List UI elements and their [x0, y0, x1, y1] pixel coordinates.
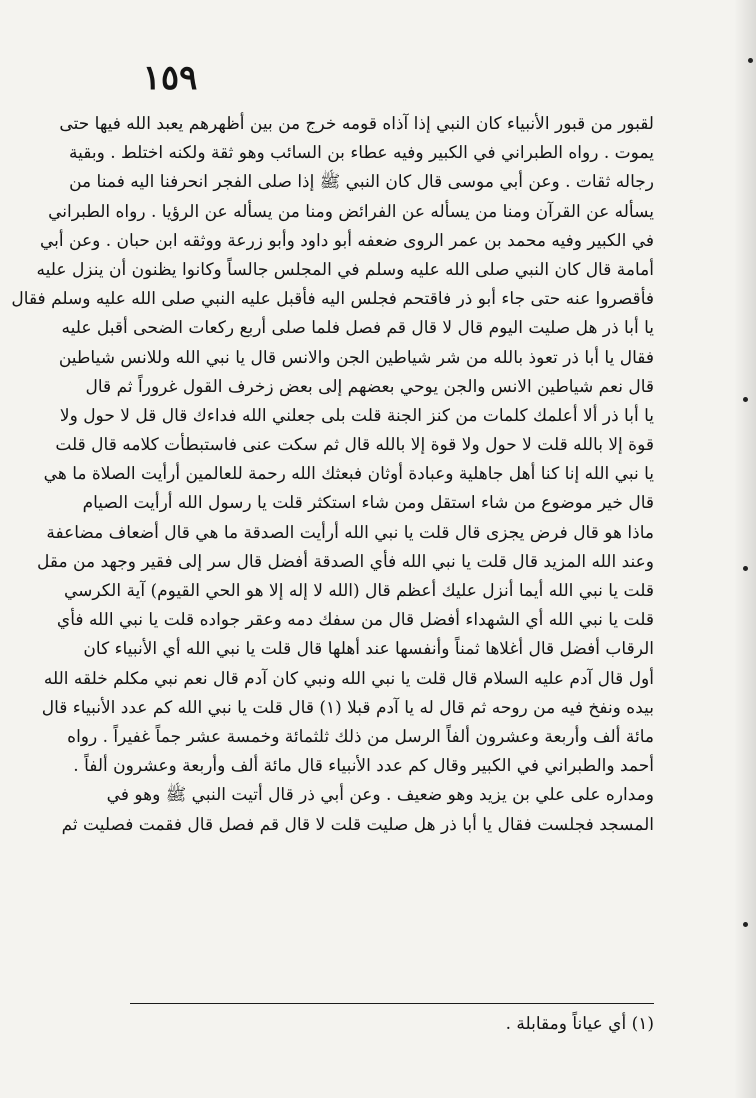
- text-line: ماذا هو قال فرض يجزى قال قلت يا نبي الله أرأيت الصدقة ما هي قال أضعاف مضاعفة: [46, 522, 654, 543]
- text-line: قال نعم شياطين الانس والجن يوحي بعضهم إلى بعض زخرف القول غروراً ثم قال: [85, 376, 654, 397]
- text-line: في الكبير وفيه محمد بن عمر الروى ضعفه أبو داود وأبو زرعة ووثقه ابن حبان . وعن أبي: [40, 230, 654, 251]
- text-line: أول قال آدم عليه السلام قال قلت يا نبي الله ونبي كان آدم قال نعم نبي مكلم خلقه الله: [43, 668, 654, 689]
- page-edge-shadow: [734, 0, 756, 1098]
- body-text: [11, 110, 654, 840]
- text-line: وعند الله المزيد قال قلت يا نبي الله فأي الصدقة أفضل قال سر إلى فقير وجهد من مقل: [37, 551, 654, 572]
- text-line: قلت يا نبي الله أيما أنزل عليك أعظم قال (الله لا إله إلا هو الحي القيوم) آية الكرسي: [64, 581, 654, 601]
- text-line: يا نبي الله إنا كنا أهل جاهلية وعبادة أوثان فبعثك الله رحمة للعالمين أرأيت الصلاة ما هي: [43, 464, 654, 485]
- text-line: الرقاب أفضل قال أغلاها ثمناً وأنفسها عند أهلها قال قلت يا نبي الله أي الأنبياء كان: [83, 639, 654, 660]
- text-line: قوة إلا بالله قلت لا حول ولا قوة إلا بالله قال ثم سكت عنى فاستبطأت كلامه قال قلت: [55, 435, 654, 456]
- text-line: رجاله ثقات . وعن أبي موسى قال كان النبي ﷺ إذا صلى الفجر انحرفنا اليه فمنا من: [69, 172, 654, 193]
- text-line: أحمد والطبراني في الكبير وقال كم عدد الأنبياء قال مائة ألف وأربعة وعشرون ألفاً .: [73, 756, 654, 777]
- text-line: لقبور من قبور الأنبياء كان النبي إذا آذاه قومه خرج من بين أظهرهم يعبد الله فيها حتى: [59, 114, 654, 134]
- page-number: ١٥٩: [142, 58, 198, 98]
- binding-hole-mark: [743, 566, 748, 571]
- binding-hole-mark: [748, 58, 753, 63]
- text-line: المسجد فجلست فقال يا أبا ذر هل صليت قلت لا قال قم فصل قال فقمت فصليت ثم: [61, 814, 654, 835]
- text-line: يا أبا ذر ألا أعلمك كلمات من كنز الجنة قلت بلى جعلني الله فداءك قال قل لا حول ولا: [59, 405, 654, 426]
- footnote-divider: [130, 1003, 654, 1004]
- text-line: فقال يا أبا ذر تعوذ بالله من شر شياطين الجن والانس قال يا نبي الله وللانس شياطين: [58, 347, 654, 368]
- binding-hole-mark: [743, 397, 748, 402]
- text-line: يسأله عن القرآن ومنا من يسأله عن الفرائض ومنا من يسأله عن الرؤيا . رواه الطبراني: [48, 201, 654, 222]
- binding-hole-mark: [743, 922, 748, 927]
- text-line: أمامة قال كان النبي صلى الله عليه وسلم في المجلس جالساً وكانوا يظنون أن ينزل عليه: [36, 259, 654, 280]
- text-line: فأقصروا عنه حتى جاء أبو ذر فاقتحم فجلس اليه فأقبل عليه النبي صلى الله عليه وسلم فقال: [11, 289, 654, 310]
- text-line: قال خير موضوع من شاء استقل ومن شاء استكثر قلت يا رسول الله أرأيت الصيام: [82, 493, 654, 514]
- text-line: قلت يا نبي الله أي الشهداء أفضل قال من سفك دمه وعقر جواده قلت يا نبي الله فأي: [56, 610, 654, 631]
- text-line: مائة ألف وأربعة وعشرون ألفاً الرسل من ذلك ثلثمائة وخمسة عشر جماً غفيراً . رواه: [67, 726, 654, 747]
- text-line: ومداره على علي بن يزيد وهو ضعيف . وعن أبي ذر قال أتيت النبي ﷺ وهو في: [106, 785, 654, 806]
- footnote: (١) أي عياناً ومقابلة .: [505, 1014, 654, 1034]
- text-line: يموت . رواه الطبراني في الكبير وفيه عطاء بن السائب وهو ثقة ولكنه اختلط . وبقية: [69, 143, 654, 164]
- text-line: بيده ونفخ فيه من روحه ثم قال له يا آدم قبلا (١) قال قلت يا نبي الله كم عدد الأنبياء قال: [41, 697, 654, 718]
- text-line: يا أبا ذر هل صليت اليوم قال لا قال قم فصل فلما صلى أربع ركعات الضحى أقبل عليه: [61, 318, 654, 339]
